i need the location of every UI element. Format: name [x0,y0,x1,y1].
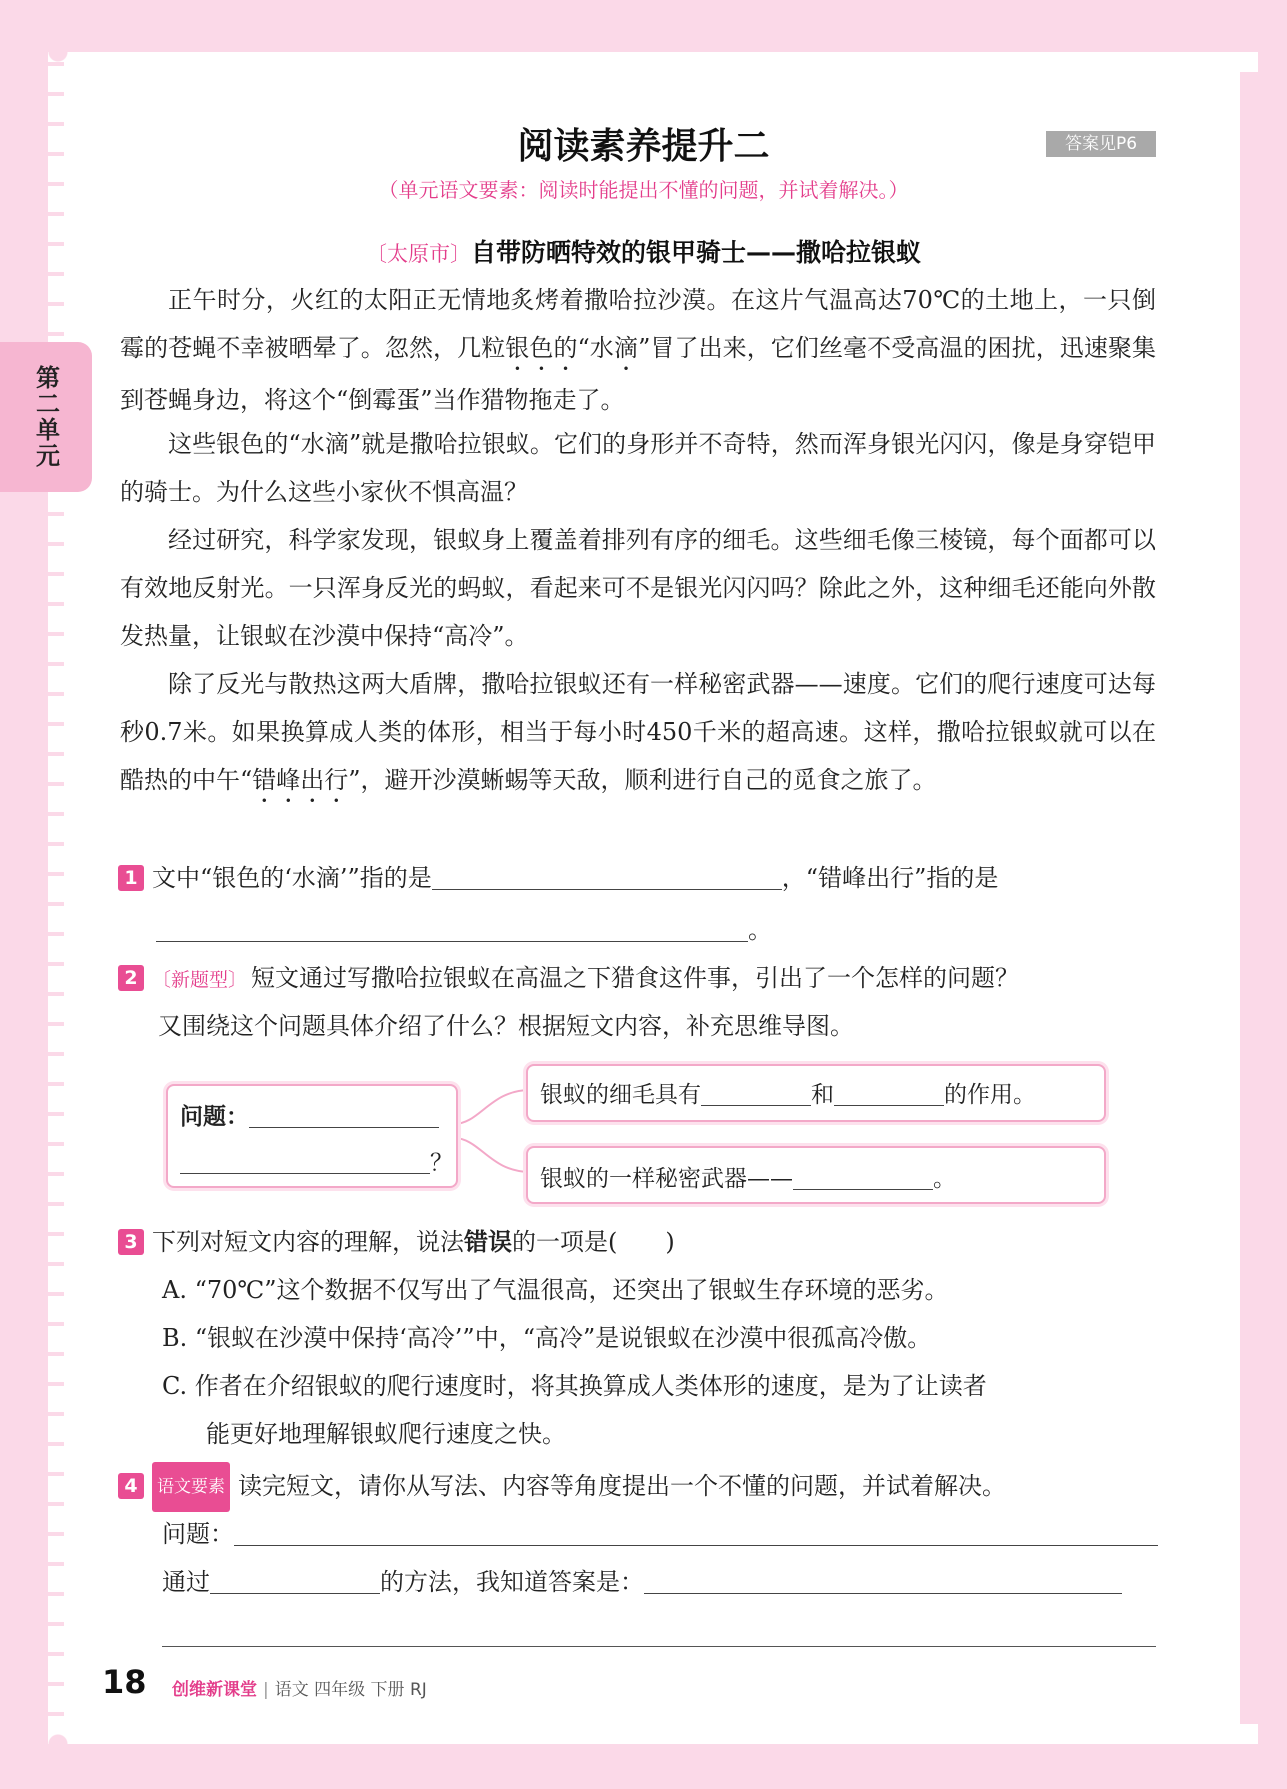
page-number: 18 [102,1663,147,1701]
unit-key-element: （单元语文要素：阅读时能提出不懂的问题，并试着解决。） [378,178,909,202]
article-source: 〔太原市〕 [365,242,471,266]
question-tag: 语文要素 [152,1462,230,1512]
unit-side-tab-label: 第二单元 [31,365,60,469]
paragraph-1: 正午时分，火红的太阳正无情地炙烤着撒哈拉沙漠。在这片气温高达70℃的土地上，一只倒霉的苍蝇不幸被晒晕了。忽然，几粒银色的“水滴”冒了出来，它们丝毫不受高温的困扰，迅速聚集到苍蝇身边，将这个“倒霉蛋”当作猎物拖走了。 [120,286,1157,414]
question-1-line-2: 。 [156,906,772,954]
dotted-emphasis: 银色的 [505,334,578,362]
paragraph-3: 经过研究，科学家发现，银蚁身上覆盖着排列有序的细毛。这些细毛像三棱镜，每个面都可以有效地反射光。一只浑身反光的蚂蚁，看起来可不是银光闪闪吗？除此之外，这种细毛还能向外散发热量，让银蚁在沙漠中保持“高冷”。 [120,526,1156,650]
question-2-line-2: 又围绕这个问题具体介绍了什么？根据短文内容，补充思维导图。 [158,1012,854,1040]
answer-blank[interactable] [834,1105,944,1106]
mindmap-branch-2: 银蚁的一样秘密武器—— 。 [526,1146,1106,1204]
option-b[interactable]: B. “银蚁在沙漠中保持‘高冷’”中，“高冷”是说银蚁在沙漠中很孤高冷傲。 [162,1324,932,1352]
paragraph-4: 除了反光与散热这两大盾牌，撒哈拉银蚁还有一样秘密武器——速度。它们的爬行速度可达每秒0.7米。如果换算成人类的体形，相当于每小时450千米的超高速。这样，撒哈拉银蚁就可以在酷热的中午“错峰出行”，避开沙漠蜥蜴等天敌，顺利进行自己的觅食之旅了。 [120,670,1156,794]
brand-name: 创维新课堂 [172,1680,257,1700]
question-3: 3 下列对短文内容的理解，说法错误的一项是( ) [118,1218,675,1266]
option-c-continued: 能更好地理解银蚁爬行速度之快。 [206,1420,566,1448]
mindmap-branch-1: 银蚁的细毛具有 和 的作用。 [526,1064,1106,1122]
answer-blank[interactable] [644,1593,1122,1594]
mindmap-question-node: 问题： ？ [166,1084,458,1188]
question-4-question-line: 问题： [162,1510,1158,1558]
dotted-emphasis: 滴 [613,334,639,362]
article-title [0,233,1287,269]
question-2: 2 〔新题型〕 短文通过写撒哈拉银蚁在高温之下猎食这件事，引出了一个怎样的问题？ [118,954,1019,1004]
page-border-bottom [48,1724,1258,1744]
dotted-emphasis: 错峰出行 [252,766,349,794]
answer-blank[interactable] [249,1127,439,1128]
answer-blank[interactable] [156,941,748,942]
article-title-text: 自带防晒特效的银甲骑士——撒哈拉银蚁 [470,238,921,267]
answer-blank[interactable] [234,1545,1158,1546]
answer-line[interactable] [162,1646,1156,1647]
page-border-left [48,62,64,1734]
question-number: 1 [118,865,144,891]
question-number: 3 [118,1229,144,1255]
footer-info: 创维新课堂 | 语文 四年级 下册 RJ [172,1680,427,1700]
question-number: 4 [118,1473,144,1499]
option-a[interactable]: A. “70℃”这个数据不仅写出了气温很高，还突出了银蚁生存环境的恶劣。 [162,1276,949,1304]
answer-reference-badge: 答案见P6 [1046,131,1156,157]
answer-blank[interactable] [432,889,782,890]
answer-blank[interactable] [210,1593,380,1594]
answer-blank[interactable] [701,1105,811,1106]
unit-side-tab [0,342,92,492]
question-4-method-line: 通过 的方法，我知道答案是： [162,1558,1122,1606]
answer-blank[interactable] [180,1173,430,1174]
page-title: 阅读素养提升二 [517,126,770,167]
answer-blank[interactable] [793,1189,933,1190]
question-4: 4 语文要素 读完短文，请你从写法、内容等角度提出一个不懂的问题，并试着解决。 [118,1462,1006,1512]
option-c[interactable]: C. 作者在介绍银蚁的爬行速度时，将其换算成人类体形的速度，是为了让读者 [162,1372,987,1400]
question-tag: 〔新题型〕 [152,969,248,991]
paragraph-2: 这些银色的“水滴”就是撒哈拉银蚁。它们的身形并不奇特，然而浑身银光闪闪，像是身穿铠甲的骑士。为什么这些小家伙不惧高温？ [120,430,1156,506]
question-1: 1 文中“银色的‘水滴’”指的是 ，“错峰出行”指的是 [118,854,998,902]
question-number: 2 [118,965,144,991]
